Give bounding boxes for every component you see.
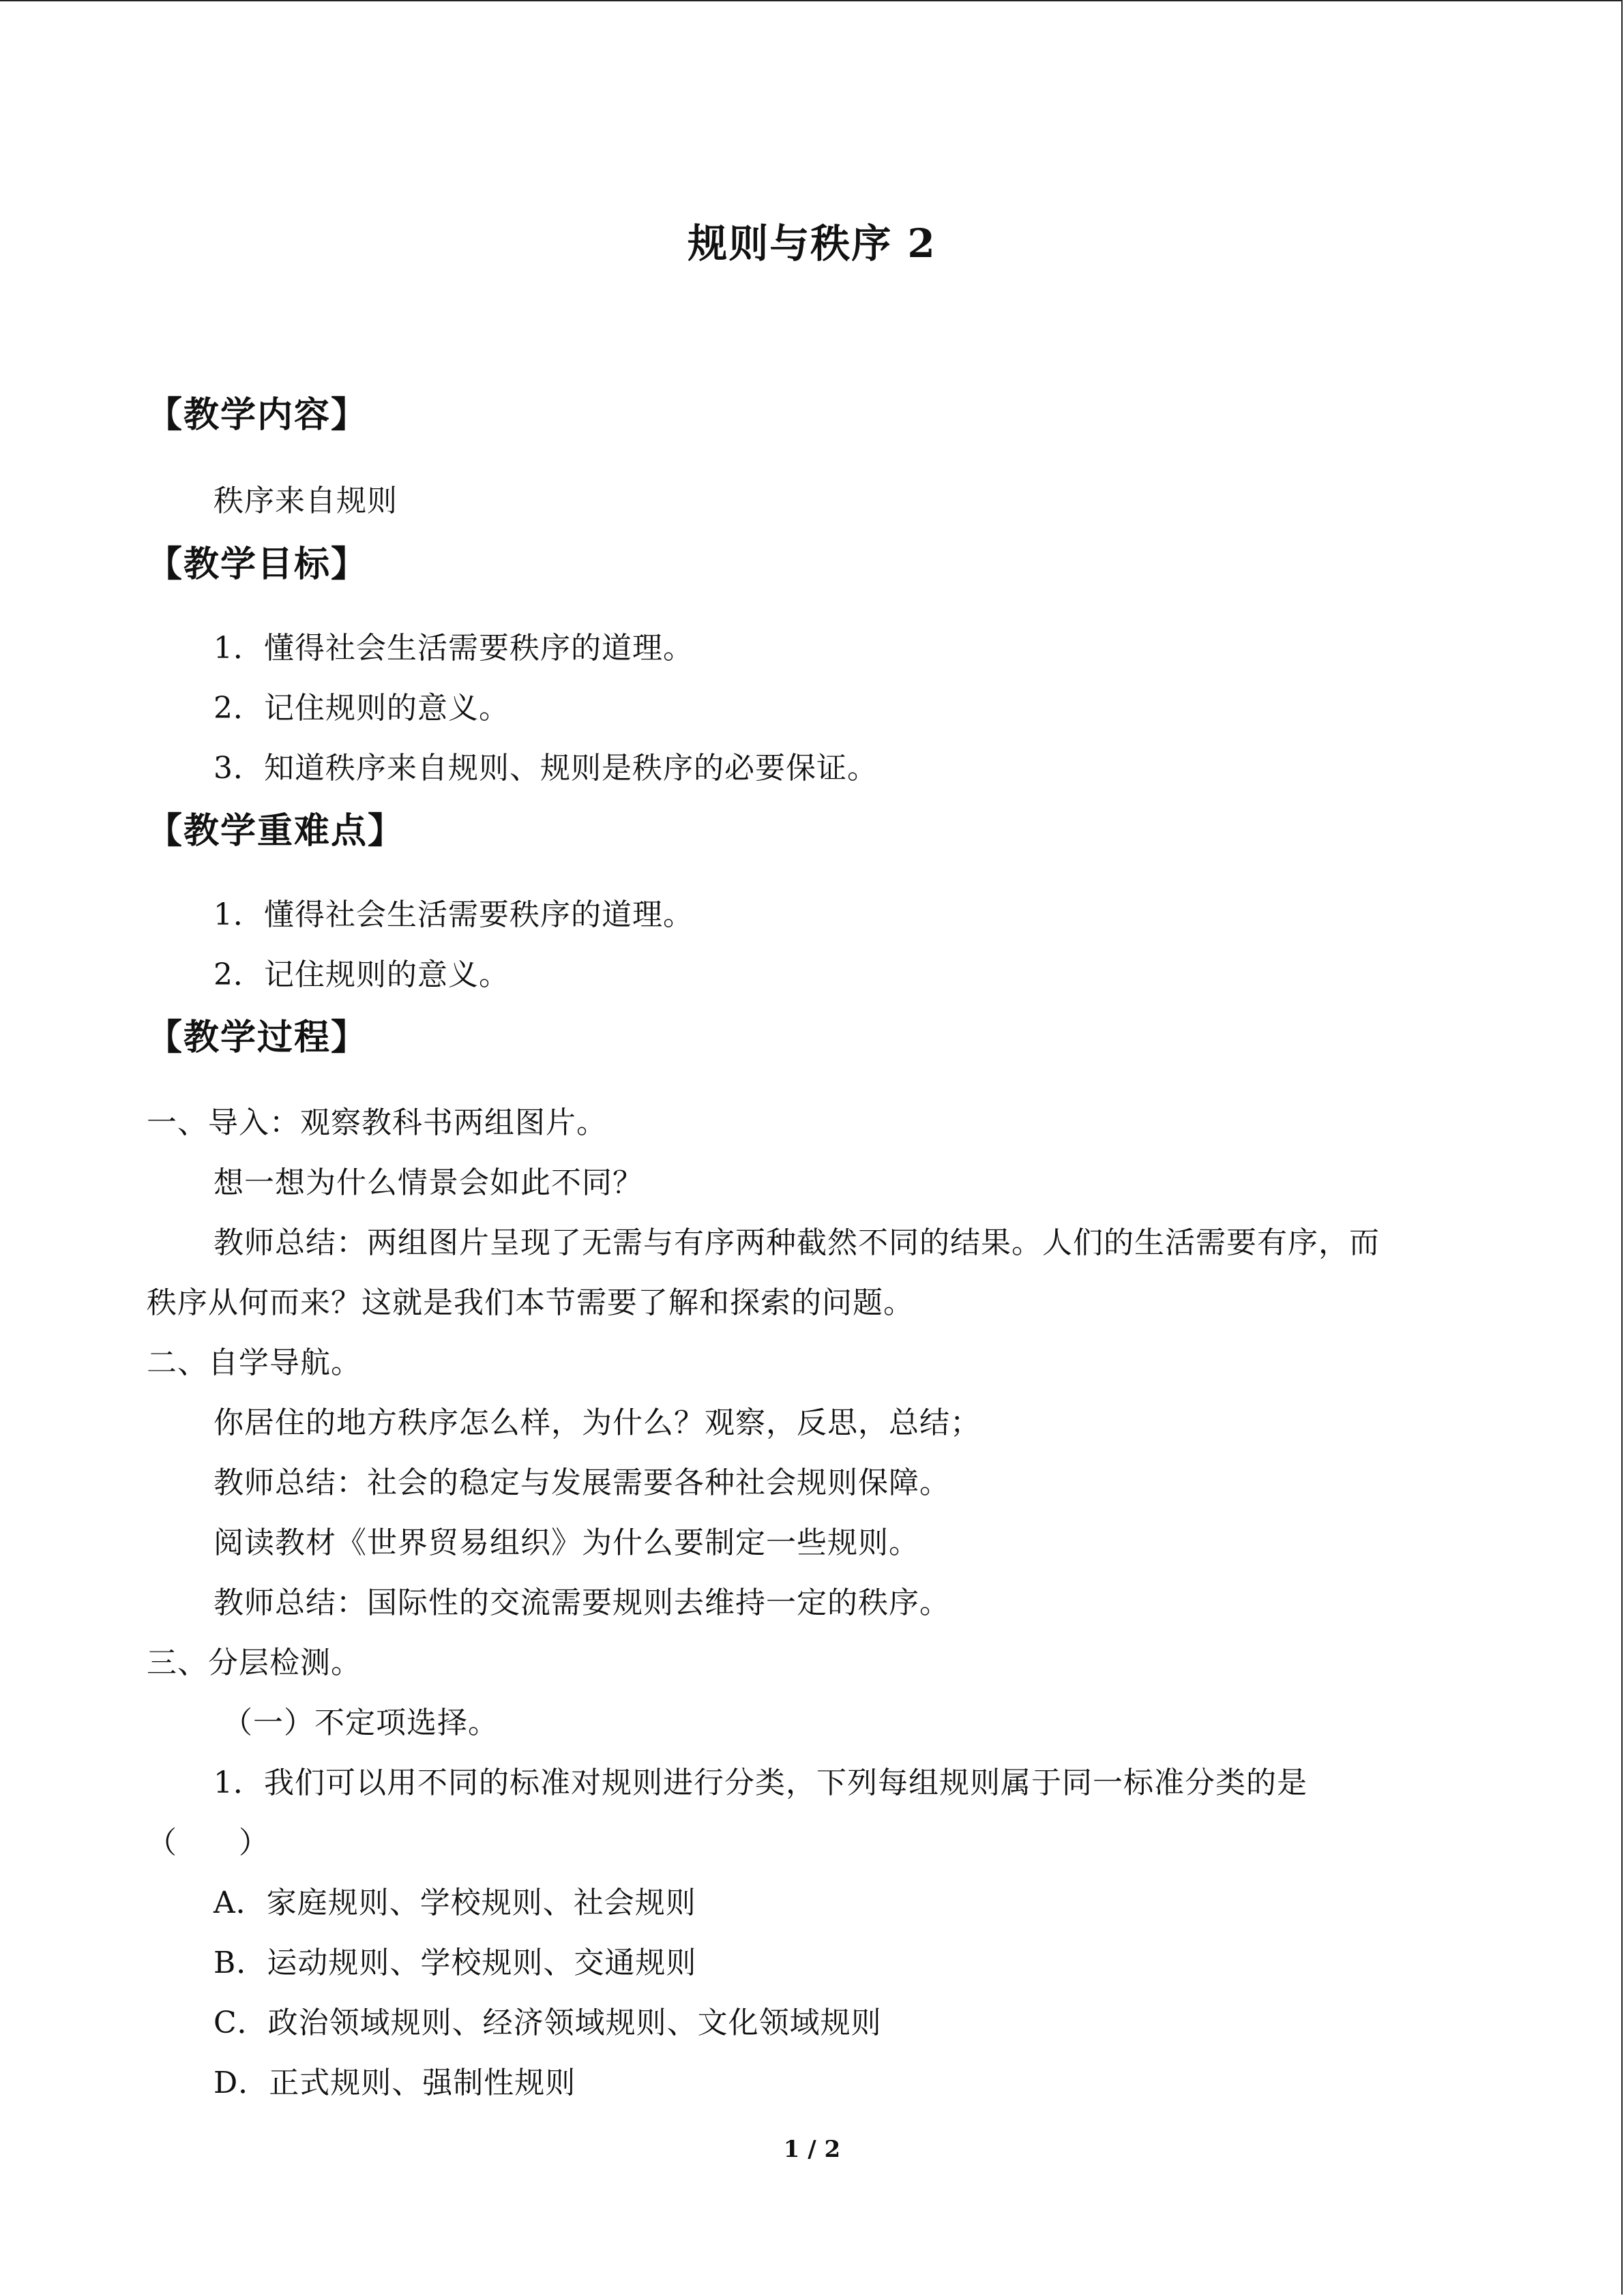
question-type-heading: （一）不定项选择。 [222, 1705, 499, 1740]
option-b: B．运动规则、学校规则、交通规则 [213, 1945, 697, 1980]
process-paragraph: 教师总结：两组图片呈现了无需与有序两种截然不同的结果。人们的生活需要有序，而 [213, 1225, 1380, 1260]
question-1-stem: 1．我们可以用不同的标准对规则进行分类，下列每组规则属于同一标准分类的是 [213, 1765, 1308, 1800]
option-a: A．家庭规则、学校规则、社会规则 [213, 1885, 696, 1920]
goal-item-1: 1．懂得社会生活需要秩序的道理。 [213, 631, 694, 666]
process-paragraph: 教师总结：社会的稳定与发展需要各种社会规则保障。 [213, 1465, 950, 1500]
process-step-3: 三、分层检测。 [147, 1645, 361, 1680]
section-heading-process: 【教学过程】 [147, 1017, 368, 1058]
answer-blank: （ ） [147, 1825, 269, 1860]
section-heading-content: 【教学内容】 [147, 395, 368, 436]
option-c: C．政治领域规则、经济领域规则、文化领域规则 [213, 2006, 882, 2040]
goal-item-2: 2．记住规则的意义。 [213, 691, 510, 726]
key-point-item-1: 1．懂得社会生活需要秩序的道理。 [213, 897, 694, 932]
content-line: 秩序来自规则 [213, 483, 398, 518]
page-number: 1 / 2 [783, 2136, 841, 2163]
process-step-2: 二、自学导航。 [147, 1345, 361, 1380]
process-paragraph: 你居住的地方秩序怎么样，为什么？观察，反思，总结； [213, 1405, 981, 1440]
section-heading-goals: 【教学目标】 [147, 544, 368, 585]
section-heading-key-points: 【教学重难点】 [147, 811, 405, 852]
option-d: D．正式规则、强制性规则 [213, 2066, 576, 2100]
process-paragraph: 想一想为什么情景会如此不同？ [213, 1165, 643, 1200]
process-step-1: 一、导入：观察教科书两组图片。 [147, 1105, 607, 1140]
document-title: 规则与秩序 2 [688, 220, 936, 267]
goal-item-3: 3．知道秩序来自规则、规则是秩序的必要保证。 [213, 751, 878, 786]
process-paragraph: 秩序从何而来？这就是我们本节需要了解和探索的问题。 [147, 1285, 914, 1320]
key-point-item-2: 2．记住规则的意义。 [213, 957, 510, 992]
process-paragraph: 教师总结：国际性的交流需要规则去维持一定的秩序。 [213, 1585, 950, 1620]
process-paragraph: 阅读教材《世界贸易组织》为什么要制定一些规则。 [213, 1525, 919, 1560]
